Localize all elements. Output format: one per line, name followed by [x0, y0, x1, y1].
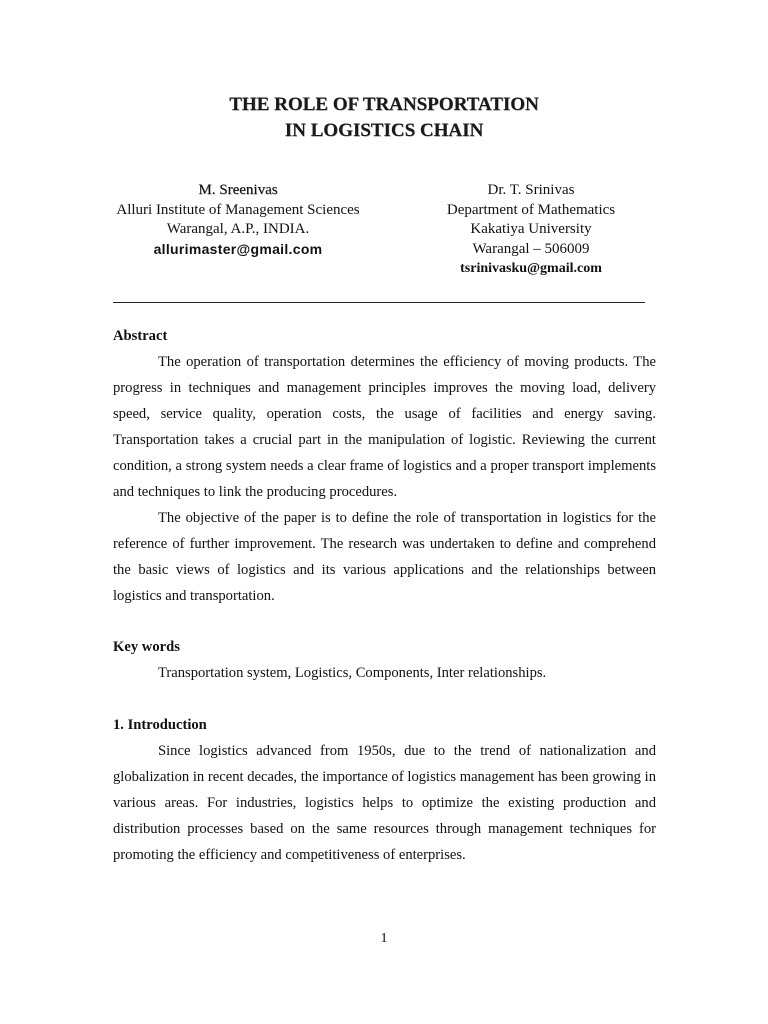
- author-location: Warangal, A.P., INDIA.: [166, 221, 310, 237]
- author-name: M. Sreenivas: [198, 182, 278, 198]
- author-email: tsrinivasku@gmail.com: [460, 261, 602, 276]
- abstract-paragraph-2: The objective of the paper is to define the role of transportation in logistics for the reference of further improvement. The research was undertaken to define and comprehend the basic views of logistics and its various applications and the relationships between logistics and transportation.: [113, 510, 656, 604]
- abstract-paragraph-1: The operation of transportation determines the efficiency of moving products. The progress in techniques and management principles improves the moving load, delivery speed, service quality, operation costs, the usage of facilities and energy saving. Transportation takes a crucial part in the manipulation of logistic. Reviewing the current condition, a strong system needs a clear frame of logistics and a proper transport implements and techniques to link the producing procedures.: [113, 354, 656, 500]
- keywords-heading: Key words: [113, 639, 180, 655]
- author-name: Dr. T. Srinivas: [487, 182, 575, 198]
- author-location: Warangal – 506009: [472, 240, 590, 257]
- page-number: 1: [380, 931, 388, 946]
- title-line-2: IN LOGISTICS CHAIN: [284, 120, 484, 141]
- title-line-1: THE ROLE OF TRANSPORTATION: [229, 94, 539, 115]
- introduction-heading: 1. Introduction: [113, 717, 207, 733]
- keywords-section: [113, 634, 656, 686]
- author-department: Department of Mathematics: [446, 201, 616, 218]
- abstract-section: [113, 323, 656, 609]
- abstract-heading: Abstract: [113, 328, 168, 344]
- author-email: allurimaster@gmail.com: [153, 240, 323, 257]
- author-block-2: [431, 181, 631, 279]
- header-divider: [113, 302, 645, 303]
- paper-title: [0, 92, 768, 144]
- introduction-paragraph: Since logistics advanced from 1950s, due to the trend of nationalization and globalization in recent decades, the importance of logistics management has been growing in various areas. For industries, logistics helps to optimize the existing production and distribution processes based on the same resources through management techniques for promoting the efficiency and competitiveness of enterprises.: [113, 743, 656, 863]
- introduction-section: [113, 712, 656, 868]
- keywords-text: Transportation system, Logistics, Components, Inter relationships.: [158, 665, 547, 681]
- author-block-1: [106, 181, 370, 259]
- author-affiliation: Kakatiya University: [470, 221, 592, 237]
- author-affiliation: Alluri Institute of Management Sciences: [116, 201, 360, 218]
